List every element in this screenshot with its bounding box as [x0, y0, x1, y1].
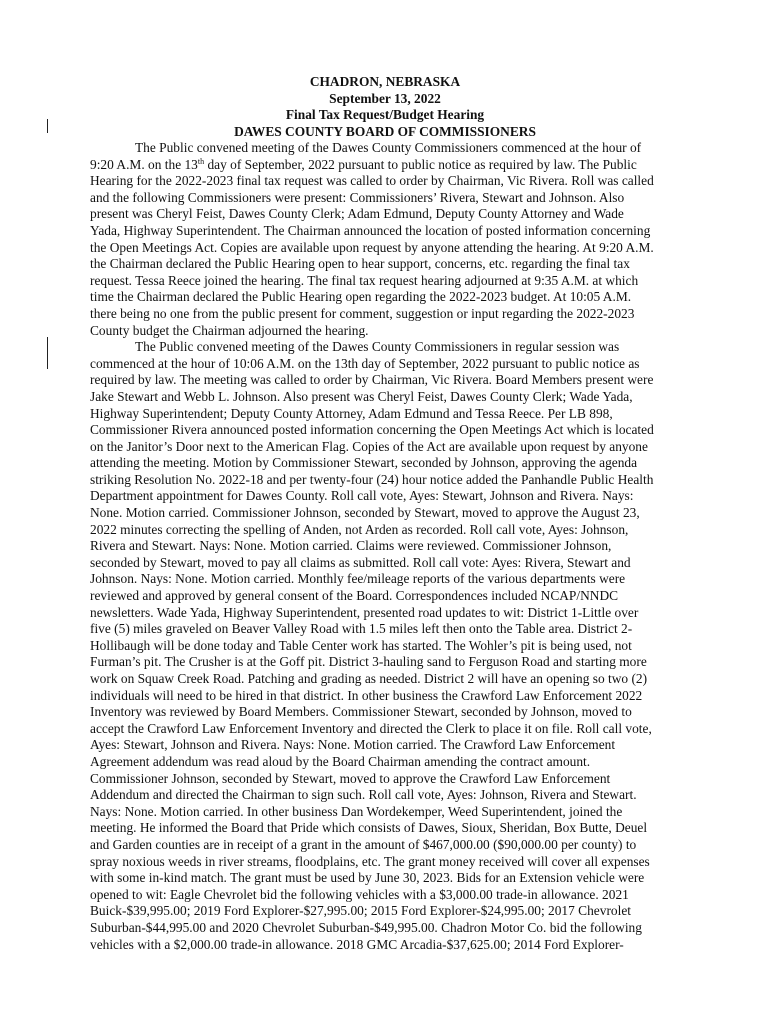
- text-line: Ayes: Stewart, Johnson and Rivera. Nays: None. Motion carried. The Crawford Law Enforcement: [90, 737, 616, 753]
- text-line: Commissioner Johnson, seconded by Stewart, moved to approve the Crawford Law Enforcement: [90, 770, 611, 786]
- text-line: Johnson. Nays: None. Motion carried. Monthly fee/mileage reports of the various departments were: [90, 571, 626, 587]
- text-line: Hearing for the 2022-2023 final tax request was called to order by Chairman, Vic Rivera. Roll was called: [90, 173, 654, 189]
- text-line: present was Cheryl Feist, Dawes County Clerk; Adam Edmund, Deputy County Attorney and Wade: [90, 206, 624, 222]
- text-line: there being no one from the public present for comment, suggestion or input regarding the 2022-2023: [90, 305, 635, 321]
- text-line: Commissioner Rivera announced posted information concerning the Open Meetings Act which is located: [90, 422, 654, 438]
- text-line: time the Chairman declared the Public Hearing open regarding the 2022-2023 budget. At 10:05 A.M.: [90, 289, 632, 305]
- text-line: reviewed and approved by general consent of the Board. Correspondences included NCAP/NNDC: [90, 588, 619, 604]
- text-line: Rivera and Stewart. Nays: None. Motion carried. Claims were reviewed. Commissioner Johnson,: [90, 538, 612, 554]
- paragraph-hearing: [90, 140, 686, 339]
- text-line: striking Resolution No. 2022-18 and per twenty-four (24) hour notice added the Panhandle Public Health: [90, 471, 654, 487]
- text-line: Yada, Highway Superintendent. The Chairman announced the location of posted information concerning: [90, 222, 651, 238]
- text-line: the Chairman declared the Public Hearing open to hear support, concerns, etc. regarding the final tax: [90, 256, 630, 272]
- text-line: Highway Superintendent; Deputy County Attorney, Adam Edmund and Tessa Reece. Per LB 898,: [90, 405, 613, 421]
- text-line: newsletters. Wade Yada, Highway Superintendent, presented road updates to wit: District 1-Little over: [90, 604, 639, 620]
- text-line: Department appointment for Dawes County. Roll call vote, Ayes: Stewart, Johnson and Rivera. Nays:: [90, 488, 634, 504]
- text-line: individuals will need to be hired in that district. In other business the Crawford Law Enforcement 2022: [90, 687, 643, 703]
- text-line: seconded by Stewart, moved to pay all claims as submitted. Roll call vote: Ayes: Rivera, Stewart and: [90, 554, 631, 570]
- text-line: The Public convened meeting of the Dawes County Commissioners in regular session was: [135, 339, 620, 355]
- revision-bar: [47, 337, 48, 369]
- text-line: County budget the Chairman adjourned the hearing.: [90, 322, 369, 338]
- revision-bar: [47, 119, 48, 133]
- text-line: five (5) miles graveled on Beaver Valley Road with 1.5 miles left then onto the Table area. District 2-: [90, 621, 633, 637]
- paragraph-regular-session: [90, 339, 686, 953]
- superscript: th: [197, 156, 205, 166]
- text-line: Jake Stewart and Webb L. Johnson. Also present was Cheryl Feist, Dawes County Clerk; Wade Yada,: [90, 388, 633, 404]
- text-line: request. Tessa Reece joined the hearing. The final tax request hearing adjourned at 9:35 A.M. at which: [90, 272, 639, 288]
- text-line: and Garden counties are in receipt of a grant in the amount of $467,000.00 ($90,000.00 per county) to: [90, 836, 637, 852]
- text-line: Suburban-$44,995.00 and 2020 Chevrolet Suburban-$49,995.00. Chadron Motor Co. bid the following: [90, 919, 642, 935]
- text-line: Nays: None. Motion carried. In other business Dan Wordekemper, Weed Superintendent, joined the: [90, 803, 623, 819]
- text-line: work on Squaw Creek Road. Patching and grading as needed. District 2 will have an opening so two (2): [90, 671, 648, 686]
- text-line: The Public convened meeting of the Dawes County Commissioners commenced at the hour of: [135, 140, 642, 155]
- text-line: vehicles with a $2,000.00 trade-in allowance. 2018 GMC Arcadia-$37,625.00; 2014 Ford Explorer-: [90, 936, 624, 952]
- header-date: September 13, 2022: [329, 90, 441, 106]
- text-line: attending the meeting. Motion by Commissioner Stewart, seconded by Johnson, approving the agenda: [90, 455, 638, 471]
- text-line: meeting. He informed the Board that Pride which consists of Dawes, Sioux, Sheridan, Box Butte, Deuel: [90, 820, 648, 836]
- text-line: required by law. The meeting was called to order by Chairman, Vic Rivera. Board Members present were: [90, 372, 654, 388]
- text-line: Inventory was reviewed by Board Members. Commissioner Stewart, seconded by Johnson, moved to: [90, 704, 632, 720]
- text-line: with some in-kind match. The grant must be used by June 30, 2023. Bids for an Extension vehicle were: [90, 870, 645, 886]
- text-line: opened to wit: Eagle Chevrolet bid the following vehicles with a $3,000.00 trade-in allowance. 2021: [90, 886, 629, 902]
- text-line: Hollibaugh will be done today and Table Center work has started. The Wohler’s pit is being used, not: [90, 637, 632, 653]
- text-line: Agreement addendum was read aloud by the Board Chairman amending the contract amount.: [90, 753, 591, 769]
- text-span: 9:20 A.M. on the 13: [90, 156, 198, 172]
- header-city: CHADRON, NEBRASKA: [309, 74, 461, 89]
- text-line: None. Motion carried. Commissioner Johnson, seconded by Stewart, moved to approve the August 23,: [90, 505, 640, 521]
- text-line: Buick-$39,995.00; 2019 Ford Explorer-$27,995.00; 2015 Ford Explorer-$24,995.00; 2017 Chevrolet: [90, 903, 631, 919]
- document-body: [90, 140, 686, 953]
- header-hearing-title: Final Tax Request/Budget Hearing: [285, 107, 485, 123]
- text-line: Furman’s pit. The Crusher is at the Goff pit. District 3-hauling sand to Ferguson Road and starting more: [90, 654, 647, 670]
- text-line: accept the Crawford Law Enforcement Inventory and directed the Clerk to place it on file. Roll call vote,: [90, 720, 652, 736]
- text-line: on the Janitor’s Door next to the American Flag. Copies of the Act are available upon request by anyone: [90, 438, 648, 454]
- header-board-name: DAWES COUNTY BOARD OF COMMISSIONERS: [234, 123, 536, 139]
- text-span: day of September, 2022 pursuant to public notice as required by law. The Public: [204, 156, 637, 172]
- text-line: and the following Commissioners were present: Commissioners’ Rivera, Stewart and Johnson. Also: [90, 189, 625, 205]
- text-line: the Open Meetings Act. Copies are available upon request by anyone attending the hearing. At 9:20 A.M.: [90, 239, 654, 255]
- document-header: [90, 74, 680, 140]
- text-line: spray noxious weeds in river streams, floodplains, etc. The grant money received will cover all expenses: [90, 853, 650, 869]
- text-line: Addendum and directed the Chairman to sign such. Roll call vote, Ayes: Johnson, Rivera and Stewart.: [90, 787, 637, 803]
- text-line: commenced at the hour of 10:06 A.M. on the 13th day of September, 2022 pursuant to public notice as: [90, 355, 640, 371]
- text-line: 2022 minutes correcting the spelling of Anden, not Arden as recorded. Roll call vote, Ayes: Johnson,: [90, 521, 629, 537]
- text-line: [90, 157, 686, 174]
